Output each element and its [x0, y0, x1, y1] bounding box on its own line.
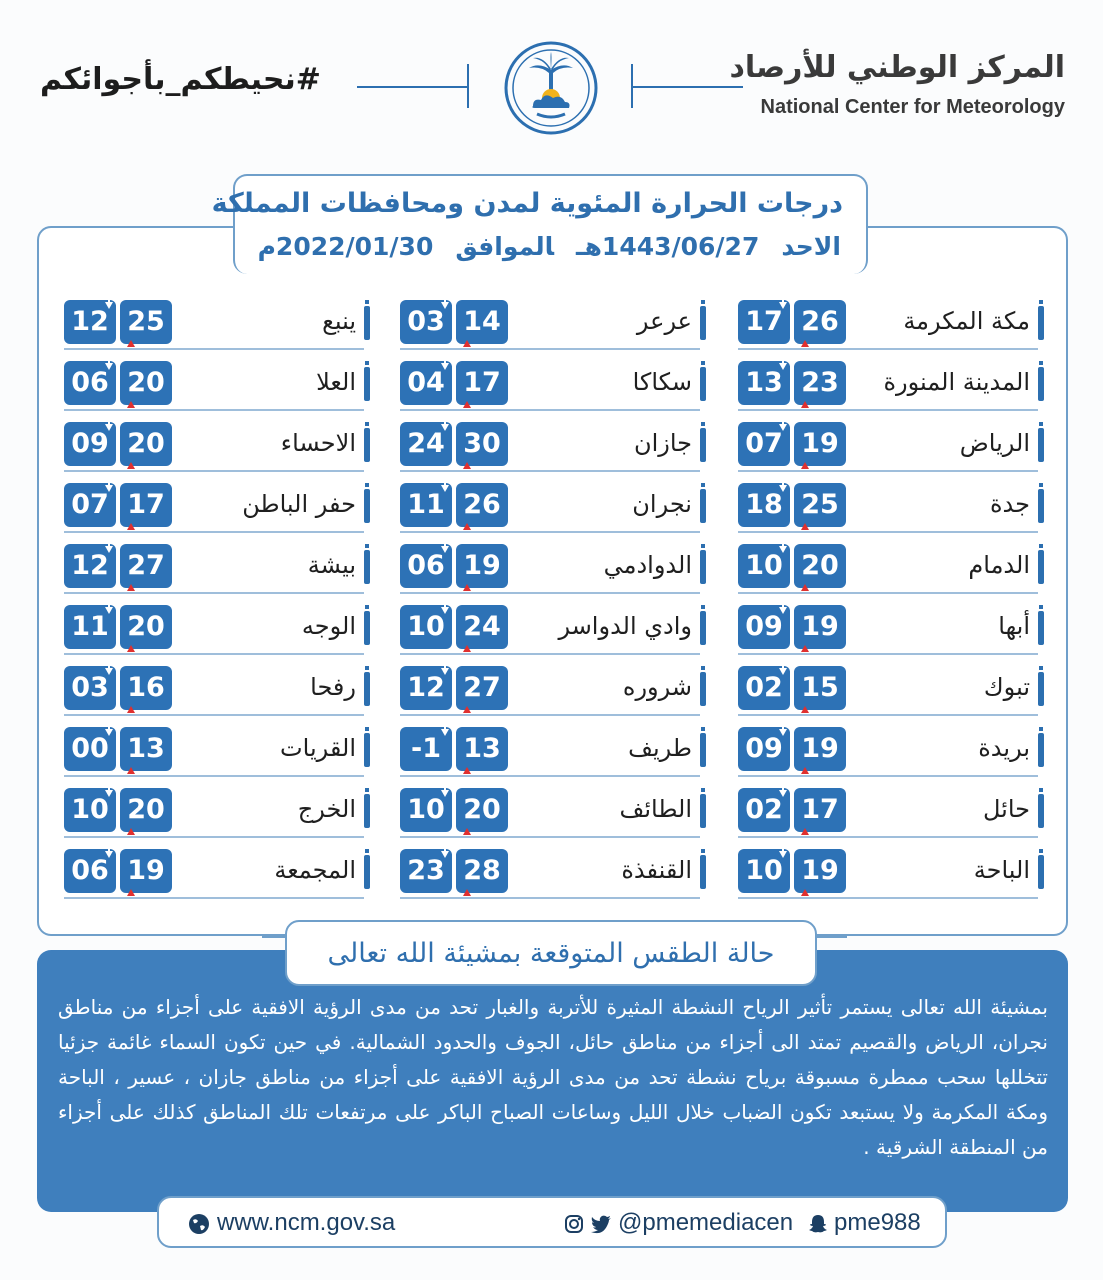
city-name: الخرج: [297, 795, 356, 823]
max-temp: 19: [120, 849, 172, 893]
max-temp: 20: [120, 422, 172, 466]
arrow-up-icon: [127, 340, 135, 347]
row-underline: [738, 470, 1038, 472]
city-row: [400, 605, 706, 655]
max-temp: 14: [456, 300, 508, 344]
row-marker: [1038, 550, 1044, 584]
max-temp: 19: [794, 849, 846, 893]
row-underline: [64, 470, 364, 472]
arrow-down-icon: [105, 607, 113, 614]
max-temp: 13: [120, 727, 172, 771]
max-temp: 23: [794, 361, 846, 405]
arrow-up-icon: [463, 828, 471, 835]
website-link[interactable]: [187, 1209, 395, 1237]
max-temp: 20: [456, 788, 508, 832]
header-tick-right: [631, 64, 633, 108]
arrow-down-icon: [779, 363, 787, 370]
arrow-up-icon: [801, 889, 809, 896]
arrow-up-icon: [127, 462, 135, 469]
row-underline: [64, 653, 364, 655]
city-row: [738, 361, 1044, 411]
arrow-down-icon: [105, 363, 113, 370]
city-row: [64, 300, 370, 350]
arrow-up-icon: [463, 584, 471, 591]
max-temp: 19: [794, 422, 846, 466]
city-row: [738, 483, 1044, 533]
max-temp: 24: [456, 605, 508, 649]
arrow-up-icon: [127, 767, 135, 774]
city-row: [64, 605, 370, 655]
city-name: رفحا: [310, 673, 356, 701]
max-temp: 20: [120, 605, 172, 649]
min-temp: 07: [64, 483, 116, 527]
row-marker: [700, 611, 706, 645]
max-temp: 20: [120, 788, 172, 832]
arrow-down-icon: [441, 668, 449, 675]
city-row: [400, 788, 706, 838]
row-marker: [700, 428, 706, 462]
row-marker: [364, 367, 370, 401]
arrow-down-icon: [105, 485, 113, 492]
min-temp: 12: [64, 544, 116, 588]
arrow-down-icon: [779, 607, 787, 614]
max-temp: 17: [120, 483, 172, 527]
min-temp: 00: [64, 727, 116, 771]
arrow-up-icon: [127, 828, 135, 835]
arrow-down-icon: [441, 302, 449, 309]
arrow-up-icon: [801, 584, 809, 591]
page-title: درجات الحرارة المئوية لمدن ومحافظات المملكة: [211, 188, 843, 219]
row-underline: [400, 714, 700, 716]
city-row: [400, 300, 706, 350]
arrow-down-icon: [779, 302, 787, 309]
city-row: [738, 666, 1044, 716]
min-temp: 06: [64, 361, 116, 405]
row-marker: [1038, 306, 1044, 340]
row-underline: [400, 531, 700, 533]
arrow-down-icon: [441, 485, 449, 492]
min-temp: 10: [738, 544, 790, 588]
city-name: الدوادمي: [603, 551, 692, 579]
forecast-text: بمشيئة الله تعالى يستمر تأثير الرياح النشطة المثيرة للأتربة والغبار تحد من مدى الرؤية الافقية على أجزاء من مناطق نجران، الرياض والقصيم تمتد الى أجزاء من مناطق حائل، الجوف والحدود الشمالية. في حين تكون السماء غائمة جزئيا تتخللها سحب ممطرة مسبوقة برياح نشطة تحد من مدى الرؤية الافقية على أجزاء من مناطق جازان ، عسير ، الباحة ومكة المكرمة ولا يستبعد تكون الضباب خلال الليل وساعات الصباح الباكر على مرتفعات تلك المناطق كذلك على أجزاء من المنطقة الشرقية .: [58, 995, 1048, 1159]
row-marker: [1038, 672, 1044, 706]
city-name: جدة: [989, 490, 1030, 518]
max-temp: 20: [794, 544, 846, 588]
arrow-up-icon: [801, 706, 809, 713]
arrow-up-icon: [463, 889, 471, 896]
header-divider-right: [631, 86, 743, 88]
min-temp: 03: [64, 666, 116, 710]
arrow-down-icon: [441, 729, 449, 736]
city-name: العلا: [316, 368, 356, 396]
row-underline: [400, 348, 700, 350]
arrow-up-icon: [127, 584, 135, 591]
arrow-down-icon: [441, 363, 449, 370]
city-row: [400, 849, 706, 899]
max-temp: 30: [456, 422, 508, 466]
city-name: الباحة: [973, 856, 1030, 884]
city-row: [400, 422, 706, 472]
row-underline: [738, 775, 1038, 777]
min-temp: 09: [738, 727, 790, 771]
row-marker: [1038, 794, 1044, 828]
min-temp: 23: [400, 849, 452, 893]
arrow-down-icon: [105, 729, 113, 736]
city-name: الاحساء: [280, 429, 356, 457]
min-temp: 06: [400, 544, 452, 588]
max-temp: 16: [120, 666, 172, 710]
min-temp: 10: [738, 849, 790, 893]
row-underline: [64, 348, 364, 350]
city-name: تبوك: [983, 673, 1030, 701]
city-row: [64, 788, 370, 838]
row-underline: [738, 653, 1038, 655]
forecast-title: حالة الطقس المتوقعة بمشيئة الله تعالى: [327, 938, 775, 969]
arrow-up-icon: [127, 889, 135, 896]
max-temp: 27: [120, 544, 172, 588]
row-underline: [400, 897, 700, 899]
arrow-down-icon: [779, 424, 787, 431]
row-underline: [64, 775, 364, 777]
arrow-up-icon: [127, 706, 135, 713]
min-temp: 12: [64, 300, 116, 344]
arrow-down-icon: [105, 546, 113, 553]
city-name: المدينة المنورة: [883, 368, 1030, 396]
row-marker: [700, 306, 706, 340]
city-name: الطائف: [619, 795, 692, 823]
min-temp: 10: [400, 788, 452, 832]
row-underline: [64, 836, 364, 838]
row-marker: [1038, 733, 1044, 767]
arrow-up-icon: [463, 767, 471, 774]
row-underline: [738, 531, 1038, 533]
city-name: القريات: [280, 734, 356, 762]
min-temp: 12: [400, 666, 452, 710]
row-underline: [738, 409, 1038, 411]
arrow-up-icon: [463, 401, 471, 408]
max-temp: 15: [794, 666, 846, 710]
city-name: مكة المكرمة: [903, 307, 1030, 335]
arrow-down-icon: [441, 424, 449, 431]
city-name: الدمام: [968, 551, 1030, 579]
instagram-icon[interactable]: [564, 1214, 584, 1234]
social-handle[interactable]: @pmemediacen: [618, 1209, 794, 1236]
row-marker: [700, 489, 706, 523]
row-underline: [738, 897, 1038, 899]
arrow-down-icon: [779, 790, 787, 797]
row-underline: [400, 592, 700, 594]
city-name: الرياض: [959, 429, 1030, 457]
snapchat-link[interactable]: [808, 1209, 921, 1237]
row-underline: [400, 653, 700, 655]
arrow-down-icon: [779, 485, 787, 492]
city-row: [738, 849, 1044, 899]
arrow-up-icon: [801, 828, 809, 835]
row-underline: [400, 409, 700, 411]
arrow-down-icon: [105, 790, 113, 797]
city-row: [400, 544, 706, 594]
city-row: [738, 544, 1044, 594]
arrow-down-icon: [779, 668, 787, 675]
arrow-up-icon: [127, 401, 135, 408]
arrow-up-icon: [801, 645, 809, 652]
header-tick-left: [467, 64, 469, 108]
min-temp: 02: [738, 666, 790, 710]
min-temp: 06: [64, 849, 116, 893]
city-row: [64, 727, 370, 777]
city-row: [400, 727, 706, 777]
city-row: [64, 849, 370, 899]
gregorian-label: الموافق: [455, 232, 555, 261]
arrow-up-icon: [801, 767, 809, 774]
city-name: شروره: [622, 673, 692, 701]
city-name: عرعر: [636, 307, 692, 335]
forecast-divider-left: [262, 936, 285, 938]
city-name: المجمعة: [274, 856, 356, 884]
max-temp: 26: [456, 483, 508, 527]
city-name: سكاكا: [632, 368, 692, 396]
arrow-up-icon: [463, 523, 471, 530]
max-temp: 25: [120, 300, 172, 344]
city-row: [738, 605, 1044, 655]
min-temp: 24: [400, 422, 452, 466]
date-line: [258, 232, 841, 261]
hashtag: #نحيطكم_بأجوائكم: [40, 62, 321, 97]
arrow-up-icon: [463, 706, 471, 713]
min-temp: -1: [400, 727, 452, 771]
row-marker: [1038, 367, 1044, 401]
row-marker: [1038, 489, 1044, 523]
city-row: [738, 727, 1044, 777]
day-name: الاحد: [781, 232, 841, 261]
row-marker: [364, 428, 370, 462]
max-temp: 19: [794, 605, 846, 649]
row-underline: [738, 836, 1038, 838]
max-temp: 17: [794, 788, 846, 832]
arrow-down-icon: [105, 302, 113, 309]
row-marker: [700, 794, 706, 828]
city-name: بيشة: [307, 551, 356, 579]
city-row: [64, 483, 370, 533]
min-temp: 11: [64, 605, 116, 649]
row-marker: [364, 672, 370, 706]
row-marker: [700, 672, 706, 706]
city-row: [738, 300, 1044, 350]
arrow-down-icon: [105, 424, 113, 431]
row-marker: [1038, 428, 1044, 462]
city-name: حفر الباطن: [242, 490, 356, 518]
max-temp: 26: [794, 300, 846, 344]
row-underline: [738, 714, 1038, 716]
twitter-icon[interactable]: [590, 1214, 612, 1234]
max-temp: 27: [456, 666, 508, 710]
header-divider-left: [357, 86, 469, 88]
row-underline: [64, 592, 364, 594]
arrow-down-icon: [779, 729, 787, 736]
row-marker: [364, 733, 370, 767]
max-temp: 19: [794, 727, 846, 771]
city-row: [400, 361, 706, 411]
row-underline: [400, 775, 700, 777]
org-name-arabic: المركز الوطني للأرصاد: [729, 50, 1065, 85]
arrow-down-icon: [779, 851, 787, 858]
min-temp: 11: [400, 483, 452, 527]
city-row: [738, 422, 1044, 472]
arrow-up-icon: [801, 340, 809, 347]
globe-icon: [187, 1212, 211, 1236]
arrow-down-icon: [441, 851, 449, 858]
row-marker: [364, 306, 370, 340]
row-underline: [64, 531, 364, 533]
max-temp: 13: [456, 727, 508, 771]
city-name: وادي الدواسر: [558, 612, 692, 640]
arrow-up-icon: [463, 462, 471, 469]
social-links[interactable]: [564, 1209, 793, 1237]
ncm-logo-icon: [503, 40, 599, 136]
arrow-down-icon: [441, 790, 449, 797]
row-marker: [700, 733, 706, 767]
arrow-up-icon: [127, 645, 135, 652]
min-temp: 17: [738, 300, 790, 344]
min-temp: 07: [738, 422, 790, 466]
arrow-down-icon: [105, 668, 113, 675]
min-temp: 03: [400, 300, 452, 344]
max-temp: 19: [456, 544, 508, 588]
min-temp: 10: [64, 788, 116, 832]
arrow-up-icon: [801, 462, 809, 469]
row-underline: [738, 592, 1038, 594]
city-row: [738, 788, 1044, 838]
min-temp: 09: [64, 422, 116, 466]
org-name-english: National Center for Meteorology: [760, 96, 1065, 118]
city-row: [64, 544, 370, 594]
city-name: طريف: [628, 734, 692, 762]
arrow-up-icon: [801, 523, 809, 530]
city-name: الوجه: [301, 612, 356, 640]
row-marker: [364, 550, 370, 584]
city-name: القنفذة: [621, 856, 692, 884]
row-underline: [400, 470, 700, 472]
arrow-down-icon: [105, 851, 113, 858]
row-underline: [64, 409, 364, 411]
city-name: أبها: [998, 612, 1030, 640]
arrow-up-icon: [127, 523, 135, 530]
row-underline: [738, 348, 1038, 350]
row-marker: [700, 367, 706, 401]
row-marker: [364, 611, 370, 645]
max-temp: 17: [456, 361, 508, 405]
row-marker: [1038, 855, 1044, 889]
city-name: ينبع: [322, 307, 356, 335]
row-underline: [64, 897, 364, 899]
city-name: حائل: [982, 795, 1030, 823]
row-marker: [1038, 611, 1044, 645]
max-temp: 28: [456, 849, 508, 893]
snapchat-handle[interactable]: pme988: [834, 1209, 921, 1236]
snapchat-icon: [808, 1214, 828, 1234]
gregorian-date: 2022/01/30م: [257, 232, 434, 261]
row-underline: [400, 836, 700, 838]
min-temp: 13: [738, 361, 790, 405]
city-row: [64, 361, 370, 411]
city-row: [400, 666, 706, 716]
arrow-down-icon: [441, 546, 449, 553]
row-marker: [364, 794, 370, 828]
max-temp: 25: [794, 483, 846, 527]
row-underline: [64, 714, 364, 716]
arrow-up-icon: [801, 401, 809, 408]
hijri-date: 1443/06/27هـ: [576, 232, 760, 261]
row-marker: [364, 855, 370, 889]
min-temp: 02: [738, 788, 790, 832]
city-name: نجران: [632, 490, 692, 518]
max-temp: 20: [120, 361, 172, 405]
city-name: بريدة: [978, 734, 1030, 762]
forecast-divider-right: [817, 936, 847, 938]
arrow-up-icon: [463, 645, 471, 652]
min-temp: 18: [738, 483, 790, 527]
min-temp: 04: [400, 361, 452, 405]
arrow-down-icon: [779, 546, 787, 553]
city-name: جازان: [633, 429, 692, 457]
city-row: [64, 422, 370, 472]
website-url[interactable]: www.ncm.gov.sa: [217, 1209, 396, 1236]
row-marker: [364, 489, 370, 523]
city-row: [400, 483, 706, 533]
min-temp: 10: [400, 605, 452, 649]
row-marker: [700, 855, 706, 889]
row-marker: [700, 550, 706, 584]
city-row: [64, 666, 370, 716]
arrow-down-icon: [441, 607, 449, 614]
min-temp: 09: [738, 605, 790, 649]
arrow-up-icon: [463, 340, 471, 347]
